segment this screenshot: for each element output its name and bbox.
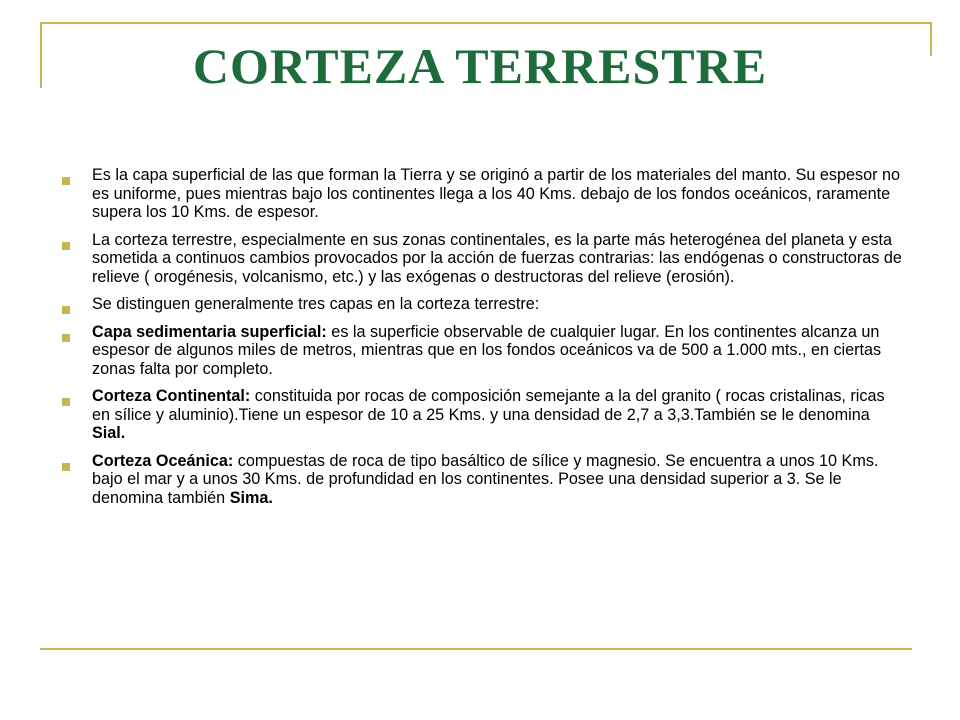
bullet-item — [60, 387, 906, 443]
bullet-text: La corteza terrestre, especialmente en sus zonas continentales, es la parte más heterogénea del planeta y esta sometida a continuos cambios provocados por la acción de fuerzas contrarias: las endógenas o constructoras de relieve ( orogénesis, volcanismo, etc.) y las exógenas o destructoras del relieve (erosión). — [92, 230, 902, 286]
bullet-text: Es la capa superficial de las que forman la Tierra y se originó a partir de los materiales del manto. Su espesor no es uniforme, pues mientras bajo los continentes llega a los 40 Kms. debajo de los fondos oceánicos, raramente supera los 10 Kms. de espesor. — [92, 166, 900, 221]
slide-title: CORTEZA TERRESTRE — [192, 38, 768, 94]
square-bullet-icon — [62, 177, 70, 185]
bullet-emphasis: Sial. — [92, 424, 126, 442]
square-bullet-icon — [62, 463, 70, 471]
bullet-term: Capa sedimentaria superficial: — [92, 322, 327, 341]
bullet-text: constituida por rocas de composición semejante a la del granito ( rocas cristalinas, ricas en sílice y aluminio).Tiene un espesor de 10 a 25 Kms. y una densidad de 2,7 a 3,3.También se le denomina — [92, 387, 885, 424]
bullet-item — [60, 231, 906, 287]
bullet-item — [60, 323, 906, 379]
bullet-item — [60, 452, 906, 508]
bullet-text: Se distinguen generalmente tres capas en la corteza terrestre: — [92, 295, 540, 313]
bullet-term: Corteza Oceánica: — [92, 451, 234, 470]
bullet-item — [60, 166, 906, 222]
bullet-emphasis: Sima. — [229, 488, 273, 507]
top-decorative-rule — [40, 22, 932, 24]
square-bullet-icon — [62, 398, 70, 406]
bullet-term: Corteza Continental: — [92, 387, 251, 405]
square-bullet-icon — [62, 334, 70, 342]
square-bullet-icon — [62, 306, 70, 314]
bullet-item — [60, 295, 906, 314]
bottom-decorative-rule — [40, 648, 912, 650]
bullet-text: compuestas de roca de tipo basáltico de sílice y magnesio. Se encuentra a unos 10 Kms. bajo el mar y a unos 30 Kms. de profundidad en los continentes. Posee una densidad superior a 3. Se le denomina también — [92, 451, 879, 507]
bullet-text: es la superficie observable de cualquier lugar. En los continentes alcanza un espesor de algunos miles de metros, mientras que en los fondos oceánicos va de 500 a 1.000 mts., en ciertas zonas falta por completo. — [92, 322, 882, 378]
bullet-list — [60, 166, 906, 516]
square-bullet-icon — [62, 242, 70, 250]
